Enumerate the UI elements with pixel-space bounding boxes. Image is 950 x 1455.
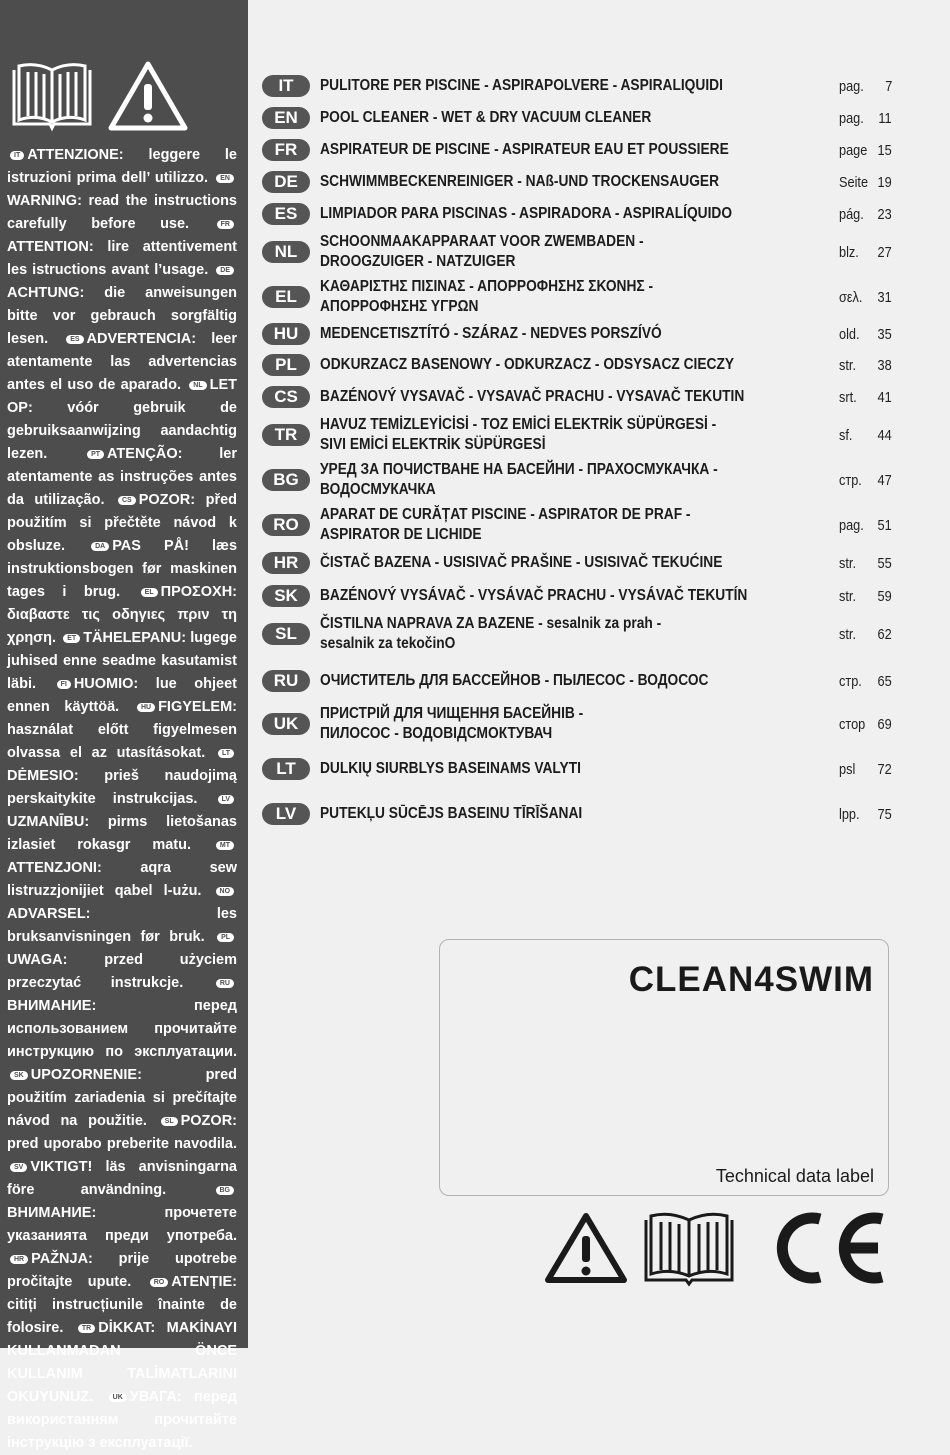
toc-title [320,704,583,744]
page-label: srt. [839,388,857,406]
warning-text: használat előtt figyelmesen olvassa el az utasításokat. [7,722,237,761]
language-badge: UK [109,1393,127,1402]
toc-title-line: MEDENCETISZTÍTÓ - SZÁRAZ - NEDVES PORSZÍVÓ [320,325,662,342]
language-badge: NO [216,887,235,896]
page-label: pág. [839,205,864,223]
page-label: page [839,141,868,159]
language-badge: ET [63,634,80,643]
language-badge: SL [262,623,310,645]
warning-text: przed użyciem przeczytać instrukcje. [7,952,237,991]
toc-entry [262,585,902,607]
page-label: стр. [839,471,862,489]
warning-text: прочетете указанията преди употреба. [7,1205,237,1244]
toc-title-line: SIVI EMİCİ ELEKTRİK SÜPÜRGESİ [320,436,546,453]
warning-text: läs anvisningarna före användning. [7,1159,237,1198]
warning-text: pred uporabo preberite navodila. [7,1136,237,1152]
toc-title-line: BAZÉNOVÝ VYSÁVAČ - VYSÁVAČ PRACHU - VYSÁVAČ TEKUTÍN [320,587,748,604]
language-badge: EL [262,286,310,308]
page-label: old. [839,325,860,343]
warning-text: læs instruktionsbogen før maskinen tages i brug. [7,538,238,600]
page-number: 7 [884,77,892,95]
language-badge: PL [262,354,310,376]
toc-entry [262,75,902,97]
language-badge: CS [262,386,310,408]
toc-title-line: sesalnik za tekočinO [320,635,456,652]
language-badge: SL [161,1117,178,1126]
warning-label: UPOZORNENIE: [30,1067,142,1083]
toc-title-line: ΑΠΟΡΡΟΦΗΣΗΣ ΥΓΡΩΝ [320,298,479,315]
toc-title [320,415,716,455]
toc-title-line: PUTEKĻU SŪCĒJS BASEINU TĪRĪŠANAI [320,805,583,822]
warning-label: PAS PÅ! [112,538,189,554]
page-number: 55 [877,554,892,572]
toc-title [320,804,582,824]
language-badge: HR [10,1255,28,1264]
toc-title [320,759,581,779]
warning-text: διαβαστε τις οδηγιες πριν τη χρηση. [7,607,237,646]
page-number: 62 [877,625,892,643]
page-label: стр. [839,672,862,690]
toc-title-line: DROOGZUIGER - NATZUIGER [320,253,516,270]
toc-title-line: ČISTAČ BAZENA - USISIVAČ PRAŠINE - USISIVAČ TEKUĆINE [320,554,723,571]
page-label: Seite [839,173,869,191]
warning-label: ATENÇÃO: [107,446,183,462]
language-badge: IT [10,151,24,160]
toc-title [320,204,732,224]
language-badge: SK [10,1071,28,1080]
warning-text: перед використанням прочитайте інструкцію з експлуатації. [7,1389,237,1451]
language-badge: LT [262,758,310,780]
toc-title-line: DULKIŲ SIURBLYS BASEINAMS VALYTI [320,760,581,777]
toc-entry [262,705,902,742]
warning-text: die anweisungen bitte vor gebrauch sorgfältig lesen. [7,285,237,347]
page-number: 23 [877,205,892,223]
warning-label: UWAGA: [7,952,68,968]
warning-label: LET OP: [7,377,237,416]
toc-entry [262,354,902,376]
toc-title-line: APARAT DE CURĂȚAT PISCINE - ASPIRATOR DE PRAF - [320,506,691,523]
language-badge: EN [262,107,310,129]
toc-entry [262,278,902,315]
warning-label: ATTENZJONI: [7,860,102,876]
warning-label: TÄHELEPANU: [83,630,187,646]
page-label: pag. [839,109,864,127]
toc-title-line: ASPIRATOR DE LICHIDE [320,526,482,543]
toc-title-line: BAZÉNOVÝ VYSAVAČ - VYSAVAČ PRACHU - VYSAVAČ TEKUTIN [320,388,745,405]
warning-text: read the instructions carefully before use. [7,193,237,232]
page-label: str. [839,625,857,643]
page-number: 59 [877,587,892,605]
warning-label: ACHTUNG: [7,285,85,301]
warning-label: ATTENTION: [7,239,94,255]
warning-text: pirms lietošanas izlasiet rokasgr matu. [7,814,237,853]
warning-text: перед использованием прочитайте инструкцию по эксплуатации. [7,998,237,1060]
page-number: 75 [877,805,892,823]
language-badge: NL [262,241,310,263]
language-badge: BG [262,469,310,491]
warning-label: ADVARSEL: [7,906,91,922]
toc-entry [262,803,902,825]
toc-title [320,586,747,606]
warning-label: UZMANĪBU: [7,814,90,830]
language-badge: DE [262,171,310,193]
language-badge: BG [216,1186,235,1195]
language-badge: MT [216,841,234,850]
language-badge: LT [218,749,234,758]
language-badge: NL [189,381,206,390]
language-badge: IT [262,75,310,97]
page-number: 35 [877,325,892,343]
page-number: 72 [877,760,892,778]
warning-label: POZOR: [138,492,196,508]
warning-text: lue ohjeet ennen käyttöä. [7,676,237,715]
page-label: str. [839,587,857,605]
toc-title-line: HAVUZ TEMİZLEYİCİSİ - TOZ EMİCİ ELEKTRİK SÜPÜRGESİ - [320,416,717,433]
toc-title [320,387,744,407]
warning-label: HUOMIO: [73,676,139,692]
toc-title [320,76,723,96]
language-badge: PL [217,933,234,942]
warning-text: MAKİNAYI KULLANMADAN ÖNCE KULLANIM TALİMATLARINI OKUYUNUZ. [7,1320,237,1405]
warning-text: les bruksanvisningen før bruk. [7,906,237,945]
toc-entry [262,386,902,408]
toc-entry [262,323,902,345]
language-badge: LV [262,803,310,825]
warning-label: ВНИМАНИЕ: [7,998,97,1014]
toc-entry [262,670,902,692]
warning-label: WARNING: [7,193,82,209]
open-book-icon [646,1214,732,1284]
warning-text-block [7,144,237,1455]
language-badge: UK [262,713,310,735]
language-badge: RO [150,1278,169,1287]
toc-title [320,460,718,500]
language-badge: RO [262,514,310,536]
page-number: 11 [878,109,892,127]
toc-entry [262,552,902,574]
warning-text: lire attentivement les istructions avant l’usage. [7,239,237,278]
toc-title-line: SCHOONMAAKAPPARAAT VOOR ZWEMBADEN - [320,233,644,250]
warning-text: aqra sew listruzzjonijiet qabel l-użu. [7,860,237,899]
toc-entry [262,107,902,129]
toc-title [320,172,719,192]
language-badge: TR [262,424,310,446]
toc-title [320,232,644,272]
warning-label: FIGYELEM: [158,699,238,715]
warning-label: ADVERTENCIA: [86,331,197,347]
language-badge: FR [217,220,234,229]
toc-title-line: ВОДОСМУКАЧКА [320,481,436,498]
language-badge: CS [118,496,136,505]
language-badge: PT [87,450,104,459]
toc-entry [262,139,902,161]
language-badge: LV [218,795,234,804]
ce-mark-icon [782,1218,882,1278]
warning-text: lugege juhised enne seadme kasutamist läbi. [7,630,237,692]
page-number: 38 [877,356,892,374]
warning-label: DĖMESIO: [7,768,79,784]
toc-title-line: ASPIRATEUR DE PISCINE - ASPIRATEUR EAU ET POUSSIERE [320,141,729,158]
toc-title-line: ПРИСТРІЙ ДЛЯ ЧИЩЕННЯ БАСЕЙНІВ - [320,705,584,722]
warning-label: VIKTIGT! [30,1159,93,1175]
toc-entry [262,416,902,453]
language-badge: ES [66,335,83,344]
page-number: 44 [877,426,892,444]
warning-label: DİKKAT: [98,1320,156,1336]
language-badge: HU [262,323,310,345]
page-label: pag. [839,77,864,95]
warning-text: leggere le istruzioni prima dell’ utilizzo. [7,147,237,186]
toc-title-line: SCHWIMMBECKENREINIGER - NAß-UND TROCKENSAUGER [320,173,720,190]
warning-label: PAŽNJA: [31,1251,93,1267]
toc-title [320,108,651,128]
toc-entry [262,203,902,225]
page-number: 51 [877,516,892,534]
model-name: CLEAN4SWIM [628,960,874,999]
page-label: psl [839,760,856,778]
language-badge: HU [137,703,155,712]
language-badge: EL [141,588,158,597]
toc-entry [262,461,902,498]
page-number: 47 [877,471,892,489]
page-number: 31 [877,288,892,306]
language-badge: FI [57,680,71,689]
warning-label: ATTENZIONE: [27,147,124,163]
toc-title-line: ODKURZACZ BASENOWY - ODKURZACZ - ODSYSACZ CIECZY [320,356,735,373]
language-badge: DE [216,266,234,275]
toc-title [320,140,729,160]
technical-data-label-box [439,939,889,1196]
page-number: 41 [877,388,892,406]
toc-title [320,671,708,691]
language-badge: FR [262,139,310,161]
toc-title-line: УРЕД ЗА ПОЧИСТВАНЕ НА БАСЕЙНИ - ПРАХОСМУКАЧКА - [320,461,718,478]
warning-text: citiți instrucțiunile înainte de folosire. [7,1297,237,1336]
warning-label: УВАГА: [129,1389,182,1405]
warning-text: ler atentamente as instruções antes da utilização. [7,446,237,508]
language-badge: TR [78,1324,95,1333]
toc-title [320,355,734,375]
language-badge: SV [10,1163,27,1172]
toc-entry [262,506,902,543]
page-label: lpp. [839,805,860,823]
warning-label: POZOR: [180,1113,237,1129]
warning-label: ATENȚIE: [171,1274,237,1290]
toc-title-line: LIMPIADOR PARA PISCINAS - ASPIRADORA - ASPIRALÍQUIDO [320,205,733,222]
toc-title [320,553,722,573]
sidebar [0,0,248,1451]
language-badge: HR [262,552,310,574]
toc-entry [262,171,902,193]
warning-text: prieš naudojimą perskaitykite instrukcijas. [7,768,237,807]
warning-triangle-icon [111,64,185,128]
page-label: стор [839,715,866,733]
toc-title [320,277,653,317]
page-label: blz. [839,243,859,261]
page-number: 65 [877,672,892,690]
sidebar-icons [10,60,190,132]
toc-entry [262,233,902,270]
warning-triangle-icon [548,1216,624,1280]
toc-title-line: ПИЛОСОС - ВОДОВІДСМОКТУВАЧ [320,725,553,742]
toc-title-line: PULITORE PER PISCINE - ASPIRAPOLVERE - ASPIRALIQUIDI [320,77,723,94]
language-badge: ES [262,203,310,225]
language-badge: SK [262,585,310,607]
bottom-icons [544,1208,890,1288]
toc-title-line: ОЧИСТИТЕЛЬ ДЛЯ БАССЕЙНОВ - ПЫЛЕСОС - ВОДОСОС [320,672,709,689]
page-label: str. [839,554,857,572]
toc-entry [262,758,902,780]
page-number: 69 [877,715,892,733]
toc-title [320,505,691,545]
technical-data-label-caption: Technical data label [715,1166,874,1186]
language-badge: DA [91,542,109,551]
warning-text: prije upotrebe pročitajte upute. [7,1251,237,1290]
toc-title-line: POOL CLEANER - WET & DRY VACUUM CLEANER [320,109,652,126]
toc-title [320,614,661,654]
page-label: pag. [839,516,864,534]
page-label: σελ. [839,288,863,306]
warning-text: před použitím si přečtěte návod k obsluze. [7,492,238,554]
language-badge: RU [216,979,234,988]
page-number: 19 [877,173,892,191]
warning-text: leer atentamente las advertencias antes el uso de aparado. [7,331,237,393]
warning-text: pred použitím zariadenia si prečítajte návod na použitie. [7,1067,237,1129]
page-number: 15 [877,141,892,159]
toc-title-line: ČISTILNA NAPRAVA ZA BAZENE - sesalnik za prah - [320,615,662,632]
open-book-icon [14,65,90,128]
page-label: str. [839,356,857,374]
language-badge: EN [216,174,234,183]
warning-label: ΠΡΟΣΟΧΗ: [160,584,237,600]
toc-title [320,324,662,344]
toc-entry [262,615,902,652]
page-number: 27 [877,243,892,261]
warning-text: vóór gebruik de gebruiksaanwijzing aandachtig lezen. [7,400,237,462]
language-badge: RU [262,670,310,692]
toc-title-line: ΚΑΘΑΡΙΣΤΗΣ ΠΙΣΙΝΑΣ - ΑΠΟΡΡΟΦΗΣΗΣ ΣΚΟΝΗΣ - [320,278,654,295]
page-label: sf. [839,426,853,444]
warning-label: ВНИМАНИЕ: [7,1205,97,1221]
